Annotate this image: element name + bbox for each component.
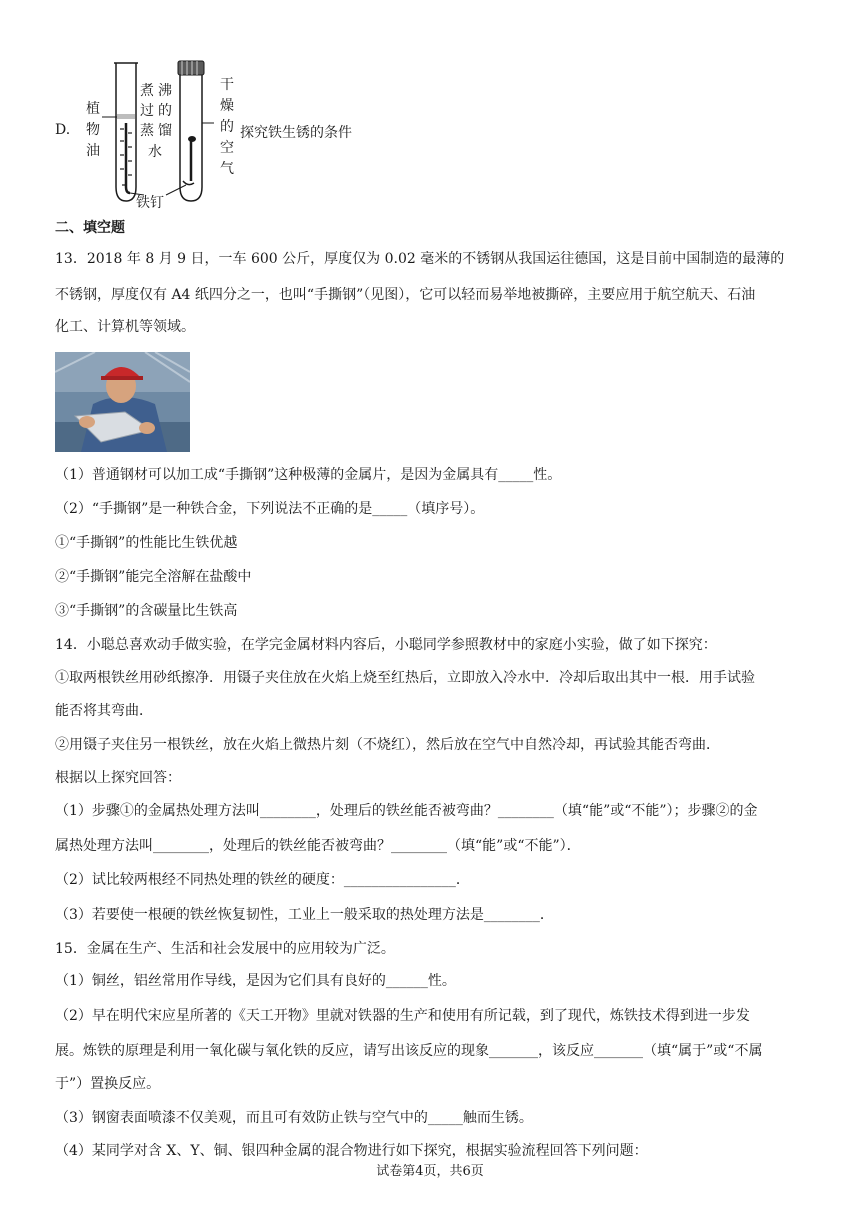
q15-text-line: 15．金属在生产、生活和社会发展中的应用较为广泛。 xyxy=(55,941,395,957)
oil-label-char: 物 xyxy=(86,121,100,137)
nail-label: 铁钉 xyxy=(136,194,164,210)
test-tube-dry-air xyxy=(178,61,204,201)
q14-sub1: （1）步骤①的金属热处理方法叫________，处理后的铁丝能否被弯曲？________（填“能”或“不能”）；步骤②的金 xyxy=(55,803,758,819)
water-label-char: 沸 xyxy=(158,82,172,98)
q14-step: ②用镊子夹住另一根铁丝，放在火焰上微热片刻（不烧红），然后放在空气中自然冷却，再试验其能否弯曲． xyxy=(55,737,720,753)
water-label-char: 的 xyxy=(158,102,172,118)
page-footer: 试卷第4页，共6页 xyxy=(376,1164,484,1179)
q14-prompt: 根据以上探究回答： xyxy=(55,770,181,786)
water-label-char: 水 xyxy=(148,143,162,159)
water-label-char: 过 xyxy=(140,102,154,118)
water-label-char: 煮 xyxy=(140,82,154,98)
rust-experiment-figure xyxy=(82,55,262,210)
air-label-char: 的 xyxy=(220,118,234,134)
q13-text-line: 不锈钢，厚度仅有 A4 纸四分之一，也叫“手撕钢”（见图），它可以轻而易举地被撕碎，主要应用于航空航天、石油 xyxy=(55,287,756,303)
q13-text-line: 化工、计算机等领域。 xyxy=(55,319,195,335)
option-d-caption: 探究铁生锈的条件 xyxy=(240,125,352,141)
option-d-label: D. xyxy=(55,122,71,138)
test-tube-water xyxy=(114,63,138,201)
air-label-char: 气 xyxy=(220,160,234,176)
water-label-char: 蒸 xyxy=(140,122,154,138)
hand-torn-steel-photo xyxy=(55,352,190,452)
q14-sub3: （3）若要使一根硬的铁丝恢复韧性，工业上一般采取的热处理方法是________． xyxy=(55,907,554,923)
q14-step: ①取两根铁丝用砂纸擦净．用镊子夹住放在火焰上烧至红热后，立即放入冷水中．冷却后取出其中一根．用手试验 xyxy=(55,670,755,686)
q14-sub1: 属热处理方法叫________，处理后的铁丝能否被弯曲？________（填“能”或“不能”）． xyxy=(55,838,581,854)
q13-text-line: 13．2018 年 8 月 9 日，一车 600 公斤，厚度仅为 0.02 毫米的不锈钢从我国运往德国，这是目前中国制造的最薄的 xyxy=(55,251,785,267)
q13-option: ②“手撕钢”能完全溶解在盐酸中 xyxy=(55,569,252,585)
q13-option: ①“手撕钢”的性能比生铁优越 xyxy=(55,535,238,551)
air-label-char: 空 xyxy=(220,139,234,155)
q15-sub3: （3）钢窗表面喷漆不仅美观，而且可有效防止铁与空气中的_____触而生锈。 xyxy=(55,1110,533,1126)
air-label-char: 燥 xyxy=(220,97,234,113)
q14-text-line: 14．小聪总喜欢动手做实验，在学完金属材料内容后，小聪同学参照教材中的家庭小实验，做了如下探究： xyxy=(55,637,717,653)
q15-sub2: （2）早在明代宋应星所著的《天工开物》里就对铁器的生产和使用有所记载，到了现代，炼铁技术得到进一步发 xyxy=(55,1008,750,1024)
q13-sub2: （2）“手撕钢”是一种铁合金，下列说法不正确的是_____（填序号）。 xyxy=(55,501,485,517)
q15-sub1: （1）铜丝，铝丝常用作导线，是因为它们具有良好的______性。 xyxy=(55,973,456,989)
q15-sub2: 于”）置换反应。 xyxy=(55,1076,161,1092)
q13-option: ③“手撕钢”的含碳量比生铁高 xyxy=(55,603,238,619)
q15-sub4: （4）某同学对含 X、Y、铜、银四种金属的混合物进行如下探究，根据实验流程回答下列问题： xyxy=(55,1143,648,1159)
q14-sub2: （2）试比较两根经不同热处理的铁丝的硬度：________________． xyxy=(55,872,470,888)
oil-label-char: 植 xyxy=(86,100,100,116)
section-heading: 二、填空题 xyxy=(55,220,125,236)
q14-step: 能否将其弯曲． xyxy=(55,703,153,719)
air-label-char: 干 xyxy=(220,76,234,92)
oil-label-char: 油 xyxy=(86,142,100,158)
q15-sub2: 展。炼铁的原理是利用一氧化碳与氧化铁的反应，请写出该反应的现象_______，该反应_______（填“属于”或“不属 xyxy=(55,1043,763,1059)
q13-sub1: （1）普通钢材可以加工成“手撕钢”这种极薄的金属片，是因为金属具有_____性。 xyxy=(55,467,562,483)
water-label-char: 馏 xyxy=(158,122,172,138)
